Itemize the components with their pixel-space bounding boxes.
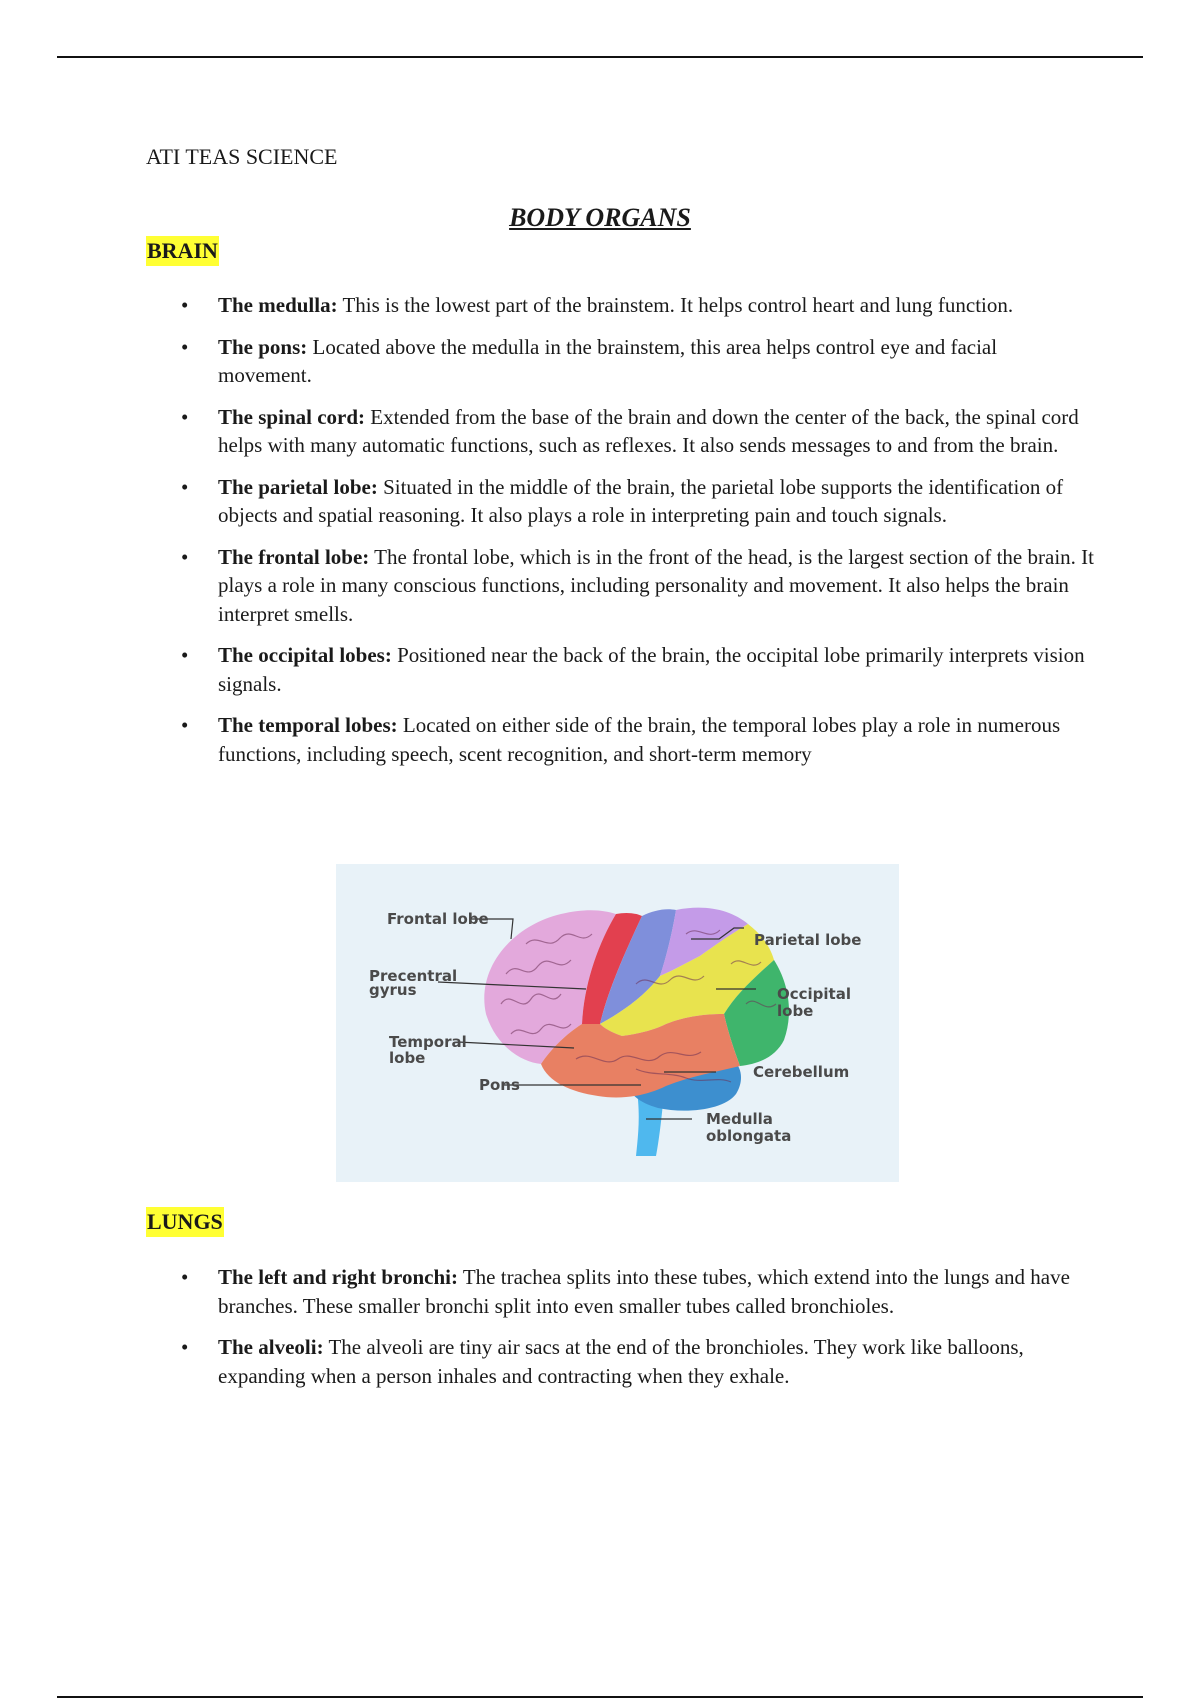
bullet-icon: •: [181, 643, 189, 667]
label-parietal-lobe: Parietal lobe: [754, 931, 862, 949]
bottom-rule: [57, 1696, 1143, 1698]
item-term: The pons:: [218, 334, 308, 359]
bullet-icon: •: [181, 474, 189, 499]
section-heading-brain: BRAIN: [146, 236, 219, 266]
bullet-icon: •: [181, 1335, 189, 1359]
bullet-icon: •: [181, 334, 189, 359]
item-term: The alveoli:: [218, 1335, 324, 1359]
bullet-icon: •: [181, 1265, 189, 1289]
label-precentral-line2: gyrus: [369, 981, 417, 999]
item-term: The temporal lobes:: [218, 713, 398, 737]
bullet-icon: •: [181, 293, 189, 317]
bullet-icon: •: [181, 404, 189, 429]
label-medulla-line1: Medulla: [706, 1110, 773, 1128]
bullet-icon: •: [181, 713, 189, 737]
list-item: [146, 333, 1096, 390]
item-text: The alveoli are tiny air sacs at the end of the bronchioles. They work like balloons, expanding when a person inhales and contracting when they exhale.: [218, 1335, 1024, 1388]
label-occipital-line1: Occipital: [777, 985, 851, 1003]
item-text: The frontal lobe, which is in the front of the head, is the largest section of the brain. It plays a role in many conscious functions, including personality and movement. It also helps the brain interpret smells.: [218, 544, 1094, 626]
item-text: Positioned near the back of the brain, the occipital lobe primarily interprets vision signals.: [218, 643, 1085, 696]
item-text: Extended from the base of the brain and down the center of the back, the spinal cord helps with many automatic functions, such as reflexes. It also sends messages to and from the brain.: [218, 404, 1079, 457]
label-temporal-line2: lobe: [389, 1049, 426, 1067]
item-term: The parietal lobe:: [218, 474, 378, 499]
label-medulla-line2: oblongata: [706, 1127, 792, 1145]
section-heading-lungs: LUNGS: [146, 1207, 224, 1237]
item-text: This is the lowest part of the brainstem. It helps control heart and lung function.: [337, 293, 1014, 317]
item-term: The occipital lobes:: [218, 643, 392, 667]
label-occipital-line2: lobe: [777, 1002, 814, 1020]
item-term: The spinal cord:: [218, 404, 366, 429]
item-text: Situated in the middle of the brain, the parietal lobe supports the identification of objects and spatial reasoning. It also plays a role in interpreting pain and touch signals.: [218, 474, 1064, 527]
list-item: [146, 1333, 1096, 1390]
bullet-icon: •: [181, 544, 189, 569]
item-term: The left and right bronchi:: [218, 1265, 458, 1289]
top-rule: [57, 56, 1143, 58]
document-label: ATI TEAS SCIENCE: [146, 144, 338, 169]
list-item: [146, 711, 1096, 768]
item-text: The trachea splits into these tubes, which extend into the lungs and have branches. These smaller bronchi split into even smaller tubes called bronchioles.: [218, 1265, 1070, 1318]
label-frontal-lobe: Frontal lobe: [387, 910, 489, 928]
list-item: [146, 641, 1096, 698]
brain-list: [146, 291, 1096, 781]
page-title: BODY ORGANS: [509, 203, 691, 232]
label-temporal-line1: Temporal: [389, 1033, 467, 1051]
label-cerebellum: Cerebellum: [753, 1063, 850, 1081]
item-term: The frontal lobe:: [218, 544, 370, 569]
brain-diagram-svg: [336, 864, 899, 1182]
list-item: [146, 403, 1096, 460]
list-item: [146, 543, 1096, 629]
brain-diagram: [336, 864, 899, 1182]
label-pons: Pons: [479, 1076, 520, 1094]
item-term: The medulla:: [218, 293, 338, 317]
list-item: [146, 291, 1096, 320]
item-text: Located on either side of the brain, the temporal lobes play a role in numerous functions, including speech, scent recognition, and short-term memory: [218, 713, 1061, 766]
list-item: [146, 473, 1096, 530]
lungs-list: [146, 1263, 1096, 1403]
list-item: [146, 1263, 1096, 1320]
item-text: Located above the medulla in the brainstem, this area helps control eye and facial movement.: [218, 334, 998, 387]
label-precentral-line1: Precentral: [369, 967, 458, 985]
